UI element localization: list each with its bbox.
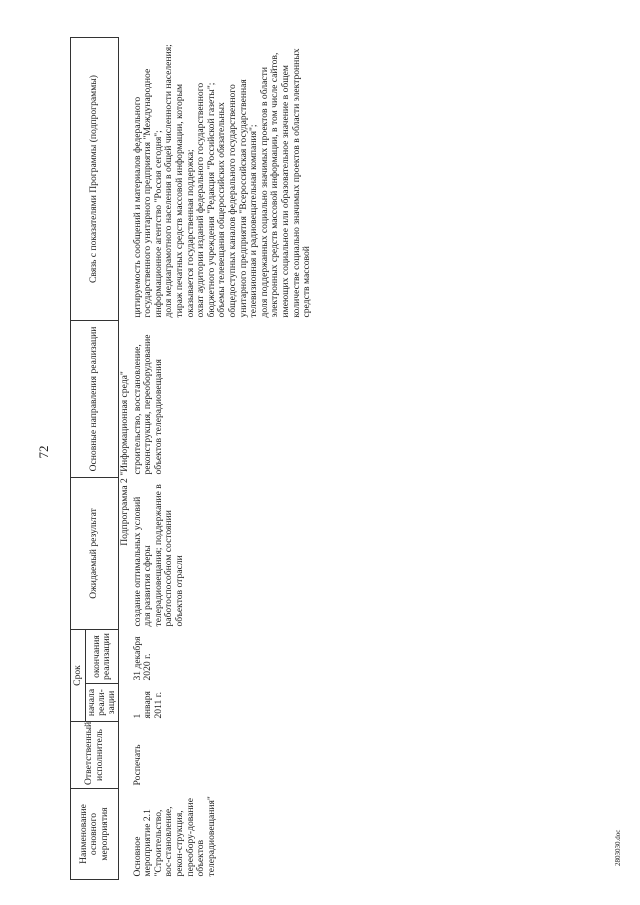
header-name: Наименование основного мероприятия bbox=[71, 789, 119, 880]
link-item: охват аудитории изданий федерального государственного бюджетного учреждения "Редакция "Российской газеты"; bbox=[195, 82, 217, 318]
link-item: доля поддержанных социально значимых проектов в области электронных средств массовой информации, в том числе сайтов, имеющих социальное или образовательное значение в общем количестве социально значимых проектов в области электронных средств массовой bbox=[258, 48, 313, 318]
page-number: 72 bbox=[36, 445, 51, 459]
header-end: окончания реализации bbox=[86, 630, 119, 684]
measures-table bbox=[70, 37, 314, 880]
header-term: Срок bbox=[71, 630, 86, 722]
rotated-table-page bbox=[70, 38, 578, 880]
link-item: объемы телевещания общероссийских обязательных общедоступных каналов федерального государственного унитарного предприятия "Всероссийская государственная телевизионная и радиовещательная компания"; bbox=[216, 79, 260, 318]
cell-links bbox=[132, 38, 314, 321]
cell-end: 31 декабря 2020 г. bbox=[131, 636, 154, 681]
link-item: цитируемость сообщений и материалов федерального государственного унитарного предприятия "Международное информационное агентство "Россия сегодня"; bbox=[131, 68, 164, 318]
subprogram-title: Подпрограмма 2 "Информационная среда" bbox=[119, 371, 130, 546]
header-start: начала реали-зации bbox=[86, 684, 119, 722]
header-executor: Ответственный исполнитель bbox=[71, 722, 119, 789]
cell-start: 1 января 2011 г. bbox=[131, 691, 164, 719]
header-result: Ожидаемый результат bbox=[71, 478, 119, 630]
cell-directions: строительство, восстановление, реконструкция, переоборудование объектов телерадиовещания bbox=[131, 334, 164, 475]
cell-executor: Роспечать bbox=[131, 744, 143, 786]
footer-filename: 2803030.doc bbox=[614, 829, 622, 866]
table-row bbox=[132, 38, 314, 880]
header-directions: Основные направления реализации bbox=[71, 321, 119, 478]
cell-result: создание оптимальных условий для развития сферы телерадиовещания; поддержание в работоспособном состоянии объектов отрасли bbox=[131, 484, 185, 627]
link-item: доля медиаграмотного населения в общей численности населения; bbox=[163, 44, 175, 318]
header-links: Связь с показателями Программы (подпрограммы) bbox=[71, 38, 119, 321]
link-item: тираж печатных средств массовой информации, которым оказывается государственная поддержка; bbox=[173, 83, 196, 318]
cell-name: Основное мероприятие 2.1 "Строительство, вос-становление, рекон-струкция, переобору-дование объектов телерадиовещания" bbox=[131, 796, 217, 877]
